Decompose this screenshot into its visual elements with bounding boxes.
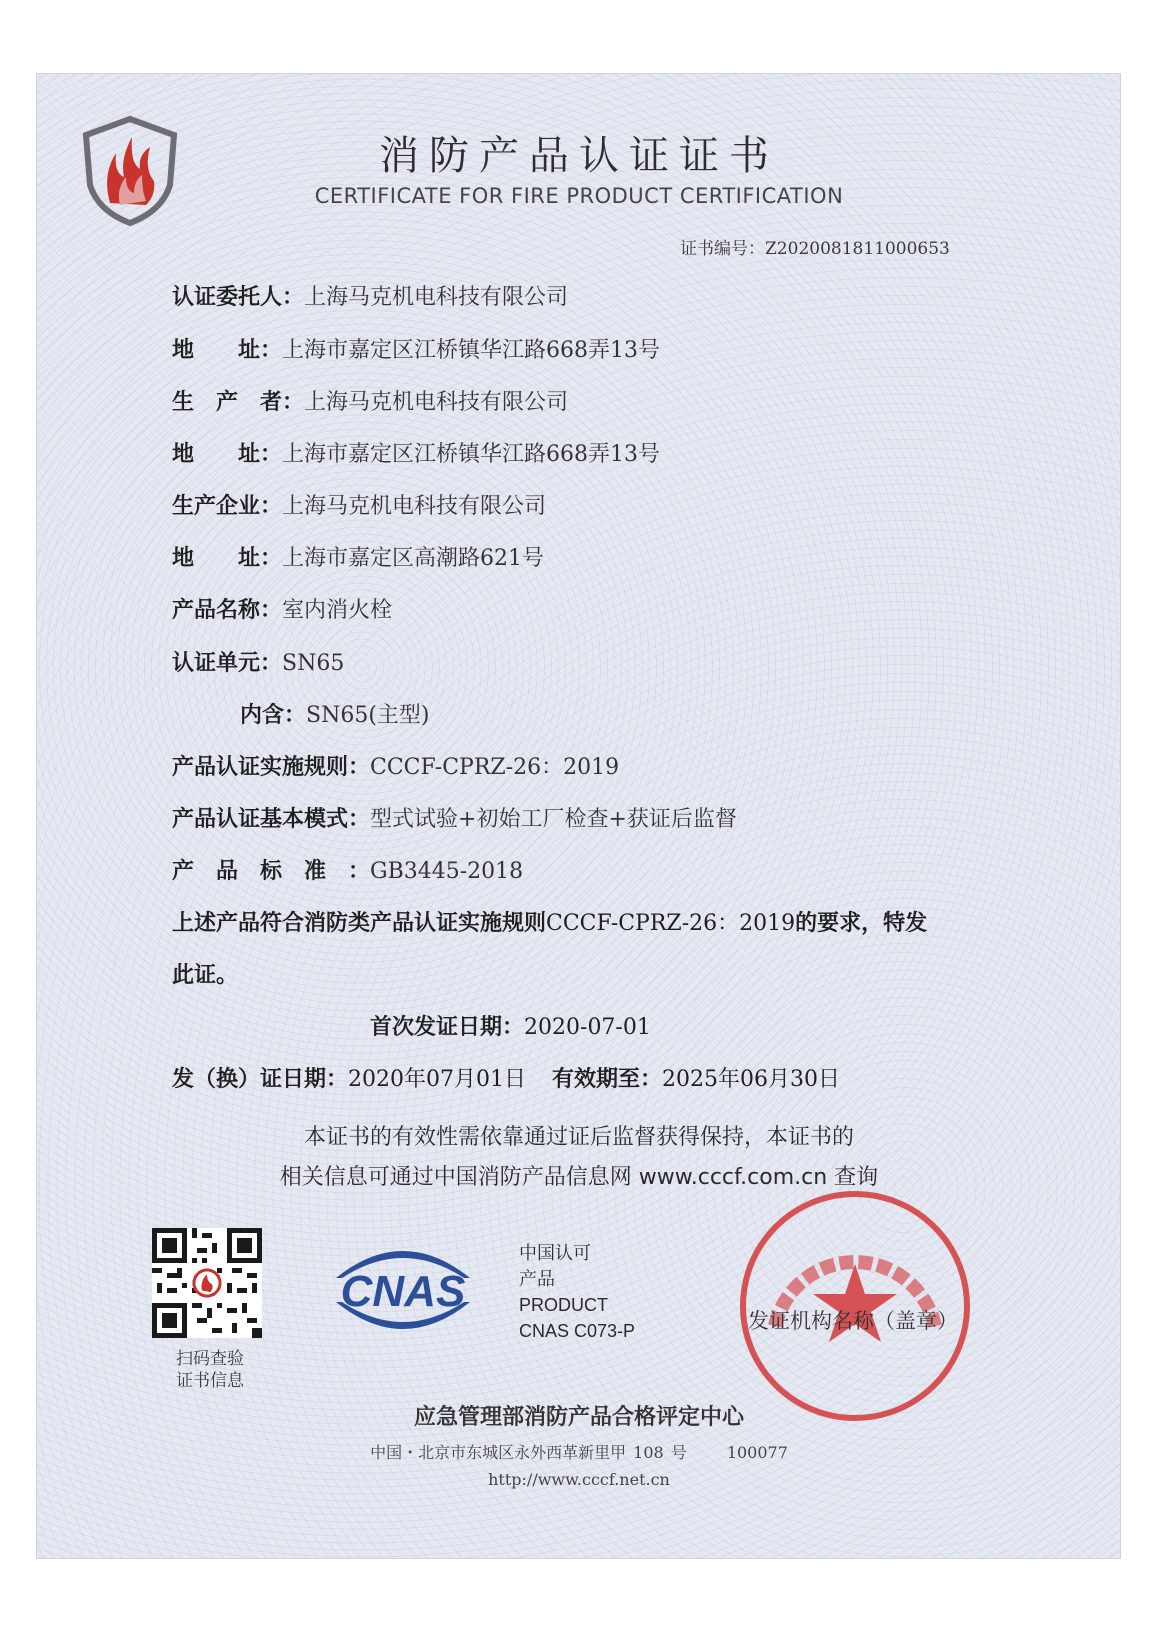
cnas-line: PRODUCT — [519, 1295, 608, 1315]
notice-line-2: 相关信息可通过中国消防产品信息网 www.cccf.com.cn 查询 — [279, 1165, 879, 1190]
field-row-applicant — [172, 280, 568, 311]
first-issue-label: 首次发证日期： — [370, 1015, 525, 1040]
field-row-factory — [172, 489, 546, 520]
valid-until-value: 2025年06月30日 — [662, 1067, 840, 1092]
field-value: 室内消火栓 — [282, 598, 393, 623]
qr-code — [152, 1228, 262, 1338]
qr-caption-line-1: 扫码查验 — [176, 1349, 244, 1369]
field-label: 生 产 者： — [172, 390, 305, 415]
cnas-line: 产品 — [519, 1269, 555, 1289]
field-row-factory-address — [172, 541, 544, 572]
field-label: 地 址： — [172, 442, 283, 467]
first-issue-value: 2020-07-01 — [524, 1015, 651, 1040]
field-label: 认证委托人： — [172, 285, 305, 310]
statement-part-b: 的要求，特发 — [795, 911, 928, 936]
cnas-line: 中国认可 — [519, 1243, 591, 1263]
field-row-product-name — [172, 593, 392, 624]
field-row-applicant-address — [172, 333, 660, 364]
certificate-number — [680, 234, 950, 259]
certificate-title: 消防产品认证证书 — [379, 133, 779, 179]
organization-address — [0, 1440, 1158, 1463]
field-row-manufacturer — [172, 385, 568, 416]
field-label: 产 品 标 准 ： — [172, 859, 371, 884]
field-label: 生产企业： — [172, 494, 283, 519]
statement-line-2: 此证。 — [172, 963, 239, 988]
qr-caption — [150, 1348, 270, 1392]
qr-caption-line-2: 证书信息 — [176, 1371, 244, 1391]
issuer-signature-label: 发证机构名称（盖章） — [748, 1309, 958, 1333]
cnas-mark-text — [519, 1240, 635, 1344]
field-value: SN65(主型) — [306, 703, 430, 728]
field-value: 上海马克机电科技有限公司 — [282, 494, 547, 519]
address-text: 中国・北京市东城区永外西革新里甲 108 号 — [370, 1443, 687, 1462]
certificate-subtitle: CERTIFICATE FOR FIRE PRODUCT CERTIFICATION — [314, 184, 844, 208]
cnas-line: CNAS C073-P — [519, 1321, 636, 1341]
organization-url: http://www.cccf.net.cn — [488, 1470, 670, 1489]
postcode: 100077 — [726, 1443, 788, 1462]
field-label: 地 址： — [172, 546, 283, 571]
field-label: 内含： — [240, 703, 307, 728]
field-value: 上海市嘉定区高潮路621号 — [282, 546, 545, 571]
field-row-mode — [172, 802, 737, 833]
valid-until-label: 有效期至： — [552, 1067, 663, 1092]
field-label: 产品名称： — [172, 598, 283, 623]
field-value: 型式试验+初始工厂检查+获证后监督 — [370, 807, 737, 832]
cnas-logo-text: CNAS — [340, 1267, 466, 1316]
field-label: 产品认证实施规则： — [172, 755, 371, 780]
cnas-logo — [318, 1234, 488, 1346]
field-value: CCCF-CPRZ-26：2019 — [370, 755, 620, 780]
field-label: 产品认证基本模式： — [172, 807, 371, 832]
issue-date — [172, 1062, 840, 1093]
field-value: 上海马克机电科技有限公司 — [304, 285, 569, 310]
statement-rule-code: CCCF-CPRZ-26：2019 — [546, 911, 796, 936]
cert-number-label: 证书编号： — [680, 239, 765, 259]
conformity-statement — [172, 906, 927, 937]
issue-value: 2020年07月01日 — [348, 1067, 526, 1092]
field-value: SN65 — [282, 651, 345, 676]
cert-number-value: Z2020081811000653 — [765, 239, 950, 259]
field-row-standard — [172, 854, 523, 885]
notice-line-1: 本证书的有效性需依靠通过证后监督获得保持，本证书的 — [303, 1125, 854, 1150]
field-value: 上海市嘉定区江桥镇华江路668弄13号 — [282, 338, 661, 363]
issue-label: 发（换）证日期： — [172, 1067, 349, 1092]
field-value: 上海马克机电科技有限公司 — [304, 390, 569, 415]
field-value: GB3445-2018 — [370, 859, 524, 884]
field-row-includes — [240, 698, 430, 729]
field-value: 上海市嘉定区江桥镇华江路668弄13号 — [282, 442, 661, 467]
field-label: 地 址： — [172, 338, 283, 363]
issuing-organization: 应急管理部消防产品合格评定中心 — [413, 1404, 744, 1430]
field-row-manufacturer-address — [172, 437, 660, 468]
field-row-cert-unit — [172, 646, 344, 677]
field-row-rules — [172, 750, 619, 781]
statement-part-a: 上述产品符合消防类产品认证实施规则 — [172, 911, 547, 936]
field-label: 认证单元： — [172, 651, 283, 676]
first-issue-date — [370, 1010, 651, 1041]
